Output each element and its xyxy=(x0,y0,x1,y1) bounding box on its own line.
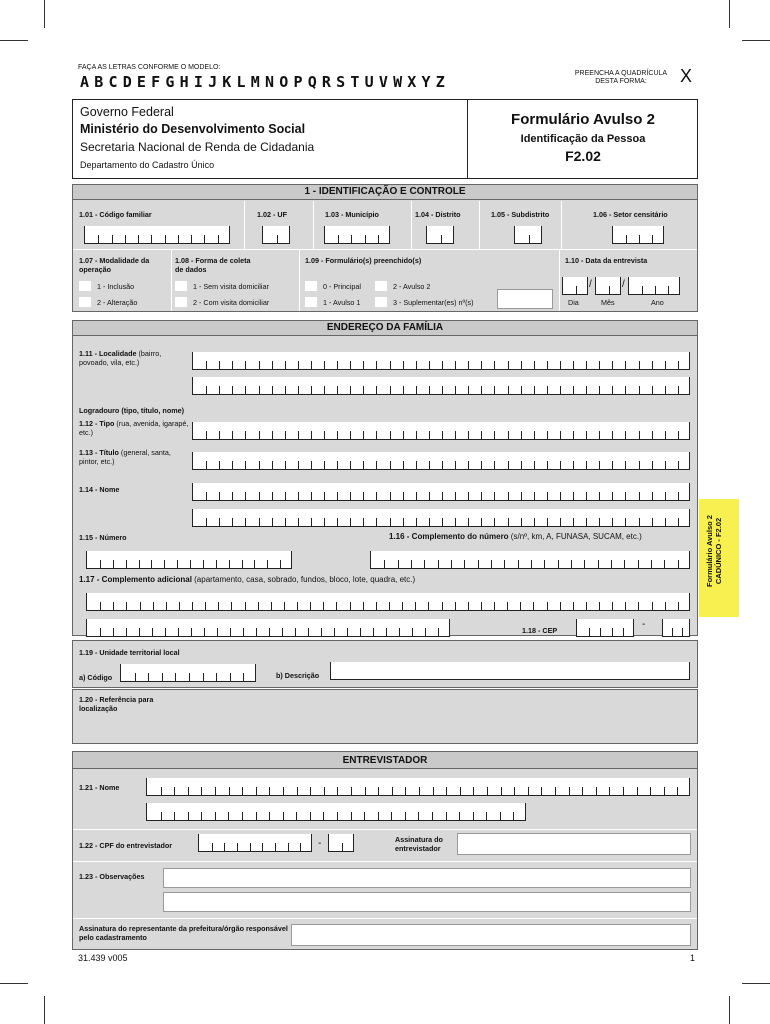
checkbox-suplementar[interactable] xyxy=(375,297,387,307)
label-1-22: 1.22 - CPF do entrevistador xyxy=(79,841,173,850)
nome-input-2[interactable] xyxy=(192,509,690,527)
label-1-16 xyxy=(389,533,642,542)
label-1-07-a: 1.07 - Modalidade da xyxy=(79,256,150,265)
label-signature: Assinatura do entrevistador xyxy=(395,835,443,853)
fill-instruction xyxy=(566,70,676,86)
label-1-19a: a) Código xyxy=(79,673,113,682)
day-input[interactable] xyxy=(562,277,588,295)
label-1-17-note: (apartamento, casa, sobrado, fundos, bloco, lote, quadra, etc.) xyxy=(191,575,416,584)
page-number: 1 xyxy=(690,953,696,963)
label-1-20: 1.20 - Referência para localização xyxy=(79,695,154,713)
municipio-input[interactable] xyxy=(324,226,390,244)
opt-com-visita: 2 - Com visita domiciliar xyxy=(193,298,270,307)
cep-part1-input[interactable] xyxy=(576,619,634,637)
opt-sem-visita: 1 - Sem visita domiciliar xyxy=(193,282,269,291)
complemento-numero-input[interactable] xyxy=(370,551,690,569)
label-1-08 xyxy=(175,257,251,274)
alphabet-model: ABCDEFGHIJKLMNOPQRSTUVWXYZ xyxy=(80,73,450,91)
label-1-06: 1.06 - Setor censitário xyxy=(593,210,668,219)
opt-alteracao: 2 - Alteração xyxy=(97,298,138,307)
form-subtitle: Identificação da Pessoa xyxy=(520,133,646,145)
label-ano: Ano xyxy=(651,298,664,307)
label-1-13 xyxy=(79,449,189,466)
localidade-input-2[interactable] xyxy=(192,377,690,395)
year-input[interactable] xyxy=(628,277,680,295)
crop-mark xyxy=(729,996,730,1024)
label-1-12-bold: 1.12 - Tipo xyxy=(79,419,115,428)
side-tab xyxy=(699,499,739,617)
model-label: FAÇA AS LETRAS CONFORME O MODELO: xyxy=(78,64,221,71)
crop-mark xyxy=(742,40,770,41)
label-rep-signature: Assinatura do representante da prefeitura/órgão responsável pelo cadastramento xyxy=(79,924,288,942)
crop-mark xyxy=(729,0,730,28)
checkbox-com-visita[interactable] xyxy=(175,297,187,307)
label-1-13-note: (general, santa, pintor, etc.) xyxy=(79,448,171,466)
separator-glyph: / xyxy=(589,279,592,290)
footer-code: 31.439 v005 xyxy=(78,953,128,963)
interviewer-title: ENTREVISTADOR xyxy=(72,751,698,769)
separator-glyph: - xyxy=(318,838,322,849)
label-1-17-bold: 1.17 - Complemento adicional xyxy=(79,575,192,584)
territorial-code-input[interactable] xyxy=(120,664,256,682)
setor-input[interactable] xyxy=(612,226,664,244)
label-1-08-b: de dados xyxy=(175,264,207,274)
complemento-adicional-input-1[interactable] xyxy=(86,593,690,611)
label-1-18: 1.18 - CEP xyxy=(522,626,558,635)
checkbox-sem-visita[interactable] xyxy=(175,281,187,291)
secretariat-name: Secretaria Nacional de Renda de Cidadania xyxy=(80,140,315,154)
signature-field[interactable] xyxy=(457,833,691,855)
label-1-01: 1.01 - Código familiar xyxy=(79,210,152,219)
crop-mark xyxy=(44,996,45,1024)
form-code: F2.02 xyxy=(565,148,601,164)
localidade-input-1[interactable] xyxy=(192,352,690,370)
numero-input[interactable] xyxy=(86,551,292,569)
checkbox-avulso1[interactable] xyxy=(305,297,317,307)
label-1-16-bold: 1.16 - Complemento do número xyxy=(389,532,509,541)
cep-part2-input[interactable] xyxy=(662,619,690,637)
label-1-11-note: (bairro, povoado, vila, etc.) xyxy=(79,349,162,367)
opt-inclusao: 1 - Inclusão xyxy=(97,282,135,291)
subdistrito-input[interactable] xyxy=(514,226,542,244)
label-1-02: 1.02 - UF xyxy=(257,210,287,219)
section-reference xyxy=(72,689,698,744)
opt-avulso2: 2 - Avulso 2 xyxy=(393,282,431,291)
complemento-adicional-input-2[interactable] xyxy=(86,619,450,637)
cpf-main-input[interactable] xyxy=(198,834,312,852)
opt-avulso1: 1 - Avulso 1 xyxy=(323,298,361,307)
opt-principal: 0 - Principal xyxy=(323,282,361,291)
side-tab-text xyxy=(705,501,723,601)
label-1-07 xyxy=(79,257,149,274)
crop-mark xyxy=(0,40,28,41)
crop-mark xyxy=(742,983,770,984)
label-1-09: 1.09 - Formulário(s) preenchido(s) xyxy=(305,256,422,265)
cpf-digit-input[interactable] xyxy=(328,834,354,852)
label-1-04: 1.04 - Distrito xyxy=(415,210,461,219)
checkbox-avulso2[interactable] xyxy=(375,281,387,291)
label-1-19b: b) Descrição xyxy=(276,671,320,680)
observations-field-2[interactable] xyxy=(163,892,691,912)
section-1-title: 1 - IDENTIFICAÇÃO E CONTROLE xyxy=(72,184,698,200)
fill-label-1: PREENCHA A QUADRÍCULA xyxy=(574,70,668,77)
side-tab-line1: Formulário Avulso 2 xyxy=(705,515,714,587)
titulo-input[interactable] xyxy=(192,452,690,470)
checkbox-alteracao[interactable] xyxy=(79,297,91,307)
month-input[interactable] xyxy=(595,277,621,295)
checkbox-principal[interactable] xyxy=(305,281,317,291)
department-name: Departamento do Cadastro Único xyxy=(80,160,215,170)
label-1-17 xyxy=(79,576,415,585)
gov-name: Governo Federal xyxy=(80,105,174,119)
label-1-11-bold: 1.11 - Localidade xyxy=(79,349,137,358)
address-title: ENDEREÇO DA FAMÍLIA xyxy=(72,320,698,336)
code-familiar-input[interactable] xyxy=(84,226,230,244)
rep-signature-field[interactable] xyxy=(291,924,691,946)
label-1-23: 1.23 - Observações xyxy=(79,872,145,881)
label-1-03: 1.03 - Município xyxy=(325,210,379,219)
label-1-12 xyxy=(79,420,189,437)
label-1-07-b: operação xyxy=(79,264,111,274)
label-1-08-a: 1.08 - Forma de coleta xyxy=(175,256,251,265)
label-dia: Dia xyxy=(568,298,579,307)
observations-field-1[interactable] xyxy=(163,868,691,888)
checkbox-inclusao[interactable] xyxy=(79,281,91,291)
label-1-14: 1.14 - Nome xyxy=(79,485,120,494)
label-1-11 xyxy=(79,350,189,367)
separator-glyph: - xyxy=(642,619,646,630)
label-1-21: 1.21 - Nome xyxy=(79,783,120,792)
tipo-input[interactable] xyxy=(192,422,690,440)
crop-mark xyxy=(0,983,28,984)
territorial-description-input[interactable] xyxy=(330,662,690,680)
label-1-05: 1.05 - Subdistrito xyxy=(491,210,550,219)
label-mes: Mês xyxy=(601,298,615,307)
label-1-13-bold: 1.13 - Título xyxy=(79,448,119,457)
fill-mark-x: X xyxy=(680,66,693,86)
label-1-16-note: (s/nº, km, A, FUNASA, SUCAM, etc.) xyxy=(508,532,642,541)
ministry-name: Ministério do Desenvolvimento Social xyxy=(80,122,306,136)
label-1-12-note: (rua, avenida, igarapé, etc.) xyxy=(79,419,189,437)
crop-mark xyxy=(44,0,45,28)
side-tab-line2: CADÚNICO - F2.02 xyxy=(714,517,723,585)
label-1-10: 1.10 - Data da entrevista xyxy=(565,256,648,265)
opt-suplementar: 3 - Suplementar(es) nº(s) xyxy=(393,298,474,307)
title-block xyxy=(72,99,698,179)
form-title: Formulário Avulso 2 xyxy=(511,111,655,128)
interviewer-name-input-1[interactable] xyxy=(146,778,690,796)
separator-glyph: / xyxy=(622,279,625,290)
fill-label-2: DESTA FORMA: xyxy=(595,78,647,85)
label-1-15: 1.15 - Número xyxy=(79,533,127,542)
label-logradouro: Logradouro (tipo, título, nome) xyxy=(79,406,184,415)
uf-input[interactable] xyxy=(262,226,290,244)
interviewer-name-input-2[interactable] xyxy=(146,803,526,821)
distrito-input[interactable] xyxy=(426,226,454,244)
nome-input-1[interactable] xyxy=(192,483,690,501)
suplementar-numbers-field[interactable] xyxy=(497,289,553,309)
label-1-19: 1.19 - Unidade territorial local xyxy=(79,648,180,657)
